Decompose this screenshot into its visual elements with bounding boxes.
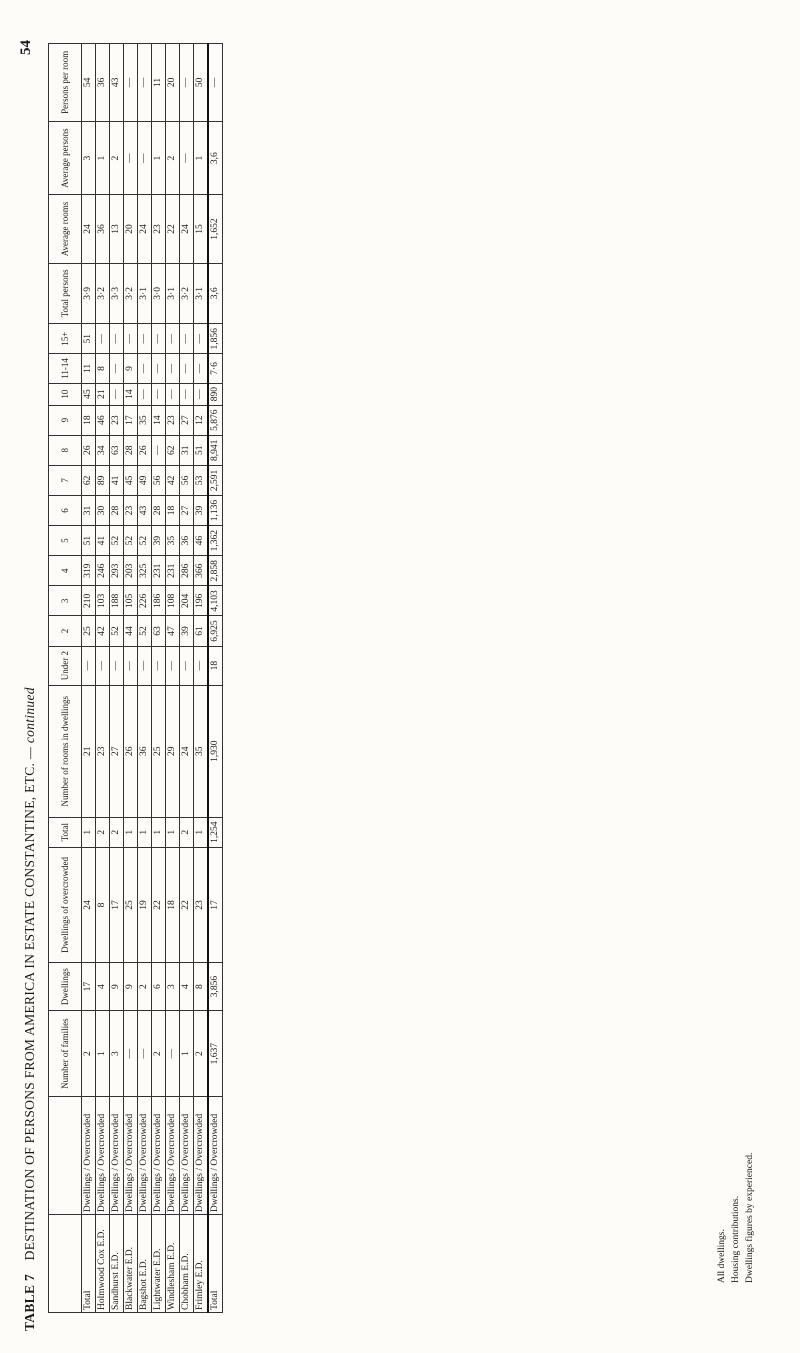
table-cell: 3,6 xyxy=(208,121,223,195)
header-sub xyxy=(49,1097,82,1215)
column-header: Under 2 xyxy=(49,646,82,685)
table-cell: 46 xyxy=(96,405,110,435)
table-cell: 63 xyxy=(152,616,166,646)
table-cell: 18 xyxy=(82,405,96,435)
table-cell: 2 xyxy=(138,963,152,1011)
column-header: 10 xyxy=(49,383,82,405)
table-cell: 31 xyxy=(180,435,194,465)
row-sub-label: Dwellings / Overcrowded xyxy=(138,1097,152,1215)
table-cell: 61 xyxy=(194,616,209,646)
table-cell: 24 xyxy=(82,847,96,962)
table-cell: 1,652 xyxy=(208,195,223,263)
table-cell: 210 xyxy=(82,586,96,616)
table-cell: 3·9 xyxy=(82,263,96,324)
table-cell: 39 xyxy=(180,616,194,646)
table-cell: 108 xyxy=(166,586,180,616)
table-cell: 36 xyxy=(138,685,152,817)
table-cell: — xyxy=(194,383,209,405)
table-cell: 63 xyxy=(110,435,124,465)
column-header: 2 xyxy=(49,616,82,646)
table-cell: 24 xyxy=(180,685,194,817)
table-cell: 25 xyxy=(152,685,166,817)
table-cell: — xyxy=(82,646,96,685)
table-cell: 8 xyxy=(96,847,110,962)
table-cell: 36 xyxy=(96,195,110,263)
table-cell: 246 xyxy=(96,556,110,586)
table-cell: 51 xyxy=(194,435,209,465)
table-cell: — xyxy=(166,646,180,685)
row-label: Blackwater E.D. xyxy=(124,1215,138,1313)
table-cell: 49 xyxy=(138,465,152,495)
footnotes xyxy=(715,1153,757,1283)
table-cell: 2 xyxy=(110,817,124,847)
table-label: TABLE 7 xyxy=(22,1274,37,1331)
table-cell: 3·2 xyxy=(180,263,194,324)
table-cell: — xyxy=(194,324,209,354)
table-cell: 204 xyxy=(180,586,194,616)
table-row xyxy=(180,44,194,1313)
table-body xyxy=(82,44,223,1313)
table-cell: 52 xyxy=(110,616,124,646)
table-cell: 8,941 xyxy=(208,435,223,465)
table-cell: 11 xyxy=(82,354,96,383)
column-header: 4 xyxy=(49,556,82,586)
table-cell: — xyxy=(138,383,152,405)
table-cell: — xyxy=(152,354,166,383)
table-cell: — xyxy=(152,383,166,405)
table-cell: 366 xyxy=(194,556,209,586)
table-cell: 14 xyxy=(152,405,166,435)
table-cell: 1 xyxy=(82,817,96,847)
table-cell: 36 xyxy=(96,44,110,122)
table-cell: 23 xyxy=(96,685,110,817)
table-cell: 28 xyxy=(110,495,124,525)
table-cell: 24 xyxy=(138,195,152,263)
row-label: Holmwood Cox E.D. xyxy=(96,1215,110,1313)
table-cell: 27 xyxy=(110,685,124,817)
table-cell: 3 xyxy=(82,121,96,195)
table-cell: 1 xyxy=(166,817,180,847)
table-cell: 1 xyxy=(194,817,209,847)
table-cell: 41 xyxy=(96,526,110,556)
row-label: Total xyxy=(82,1215,96,1313)
table-cell: 186 xyxy=(152,586,166,616)
table-cell: 28 xyxy=(124,435,138,465)
table-cell: 1,136 xyxy=(208,495,223,525)
row-sub-label: Dwellings / Overcrowded xyxy=(96,1097,110,1215)
column-header: Average persons xyxy=(49,121,82,195)
table-cell: 1 xyxy=(152,121,166,195)
table-cell: — xyxy=(166,324,180,354)
table-cell: 2,858 xyxy=(208,556,223,586)
table-cell: 30 xyxy=(96,495,110,525)
table-cell: 35 xyxy=(166,526,180,556)
table-cell: 4 xyxy=(180,963,194,1011)
table-cell: 25 xyxy=(124,847,138,962)
row-sub-label: Dwellings / Overcrowded xyxy=(124,1097,138,1215)
row-label: Frimley E.D. xyxy=(194,1215,209,1313)
column-header: Average rooms xyxy=(49,195,82,263)
table-cell: 2,591 xyxy=(208,465,223,495)
table-cell: 319 xyxy=(82,556,96,586)
column-header: 5 xyxy=(49,526,82,556)
table-cell: 17 xyxy=(110,847,124,962)
table-cell: 1 xyxy=(152,817,166,847)
table-cell: 22 xyxy=(152,847,166,962)
table-cell: 6,925 xyxy=(208,616,223,646)
table-cell: 18 xyxy=(166,847,180,962)
table-cell: 26 xyxy=(138,435,152,465)
table-title-text: DESTINATION OF PERSONS FROM AMERICA IN ESTATE CONSTANTINE, ETC. xyxy=(22,762,37,1261)
table-cell: — xyxy=(138,44,152,122)
table-cell: 56 xyxy=(152,465,166,495)
column-header: Dwellings of overcrowded xyxy=(49,847,82,962)
table-cell: 23 xyxy=(110,405,124,435)
table-cell: 62 xyxy=(82,465,96,495)
table-cell: 325 xyxy=(138,556,152,586)
table-cell: — xyxy=(124,646,138,685)
table-cell: 56 xyxy=(180,465,194,495)
table-cell: 2 xyxy=(166,121,180,195)
table-cell: 24 xyxy=(82,195,96,263)
data-table xyxy=(48,43,223,1313)
table-cell: — xyxy=(138,1011,152,1097)
table-cell: — xyxy=(180,646,194,685)
table-cell: 286 xyxy=(180,556,194,586)
table-cell: 41 xyxy=(110,465,124,495)
table-row xyxy=(124,44,138,1313)
row-sub-label: Dwellings / Overcrowded xyxy=(166,1097,180,1215)
footnote: All dwellings. xyxy=(717,1229,727,1283)
row-sub-label: Dwellings / Overcrowded xyxy=(110,1097,124,1215)
table-cell: — xyxy=(152,435,166,465)
table-row xyxy=(194,44,209,1313)
table-cell: 44 xyxy=(124,616,138,646)
column-header: Total xyxy=(49,817,82,847)
column-header: Number of families xyxy=(49,1011,82,1097)
table-cell: 8 xyxy=(96,354,110,383)
table-cell: 2 xyxy=(96,817,110,847)
table-cell: 18 xyxy=(208,646,223,685)
table-cell: 5,876 xyxy=(208,405,223,435)
table-cell: 188 xyxy=(110,586,124,616)
table-cell: 51 xyxy=(82,324,96,354)
table-cell: 3,6 xyxy=(208,263,223,324)
table-cell: 19 xyxy=(138,847,152,962)
table-cell: 20 xyxy=(166,44,180,122)
column-header: 6 xyxy=(49,495,82,525)
table-cell: — xyxy=(138,646,152,685)
table-row xyxy=(138,44,152,1313)
row-label: Windlesham E.D. xyxy=(166,1215,180,1313)
column-header: 15+ xyxy=(49,324,82,354)
table-cell: 3 xyxy=(166,963,180,1011)
table-cell: 45 xyxy=(82,383,96,405)
table-cell: 17 xyxy=(82,963,96,1011)
table-cell: 15 xyxy=(194,195,209,263)
column-header: 7 xyxy=(49,465,82,495)
table-row xyxy=(166,44,180,1313)
row-sub-label: Dwellings / Overcrowded xyxy=(152,1097,166,1215)
table-cell: 203 xyxy=(124,556,138,586)
table-cell: 3·1 xyxy=(138,263,152,324)
table-cell: — xyxy=(124,121,138,195)
table-cell: 1 xyxy=(124,817,138,847)
table-cell: 14 xyxy=(124,383,138,405)
table-cell: 34 xyxy=(96,435,110,465)
row-label: Total xyxy=(208,1215,223,1313)
table-cell: 26 xyxy=(124,685,138,817)
table-cell: 9 xyxy=(124,963,138,1011)
table-cell: 1,254 xyxy=(208,817,223,847)
table-cell: 2 xyxy=(180,817,194,847)
table-cell: 45 xyxy=(124,465,138,495)
table-cell: — xyxy=(194,354,209,383)
table-cell: — xyxy=(180,354,194,383)
table-cell: 9 xyxy=(110,963,124,1011)
table-cell: 1,362 xyxy=(208,526,223,556)
table-cell: 8 xyxy=(194,963,209,1011)
table-cell: 39 xyxy=(194,495,209,525)
table-cell: 231 xyxy=(166,556,180,586)
table-cell: 2 xyxy=(82,1011,96,1097)
table-cell: 24 xyxy=(180,195,194,263)
table-cell: 226 xyxy=(138,586,152,616)
table-cell: — xyxy=(124,1011,138,1097)
table-continued: — continued xyxy=(22,687,37,760)
table-cell: 9 xyxy=(124,354,138,383)
table-cell: — xyxy=(110,324,124,354)
table-cell: 23 xyxy=(194,847,209,962)
table-cell: — xyxy=(110,646,124,685)
table-cell: 1,856 xyxy=(208,324,223,354)
table-cell: 42 xyxy=(96,616,110,646)
table-cell: 35 xyxy=(194,685,209,817)
table-row xyxy=(110,44,124,1313)
table-cell: 62 xyxy=(166,435,180,465)
row-sub-label: Dwellings / Overcrowded xyxy=(180,1097,194,1215)
table-cell: 52 xyxy=(110,526,124,556)
table-cell: 39 xyxy=(152,526,166,556)
table-cell: 52 xyxy=(138,526,152,556)
row-label: Sandhurst E.D. xyxy=(110,1215,124,1313)
table-cell: 21 xyxy=(82,685,96,817)
table-cell: 22 xyxy=(166,195,180,263)
table-cell: 52 xyxy=(124,526,138,556)
table-cell: 43 xyxy=(110,44,124,122)
table-cell: 54 xyxy=(82,44,96,122)
table-cell: 26 xyxy=(82,435,96,465)
table-cell: 17 xyxy=(208,847,223,962)
table-cell: 2 xyxy=(110,121,124,195)
table-cell: 42 xyxy=(166,465,180,495)
table-cell: 23 xyxy=(166,405,180,435)
header-district xyxy=(49,1215,82,1313)
table-cell: 1 xyxy=(96,121,110,195)
table-cell: — xyxy=(180,324,194,354)
page-number: 54 xyxy=(18,40,34,55)
table-cell: — xyxy=(138,121,152,195)
table-cell: 890 xyxy=(208,383,223,405)
table-cell: 1,930 xyxy=(208,685,223,817)
table-cell: 1 xyxy=(138,817,152,847)
table-cell: 21 xyxy=(96,383,110,405)
table-cell: 3·1 xyxy=(166,263,180,324)
column-header: 9 xyxy=(49,405,82,435)
table-cell: — xyxy=(138,324,152,354)
table-cell: — xyxy=(208,44,223,122)
table-cell: 4,103 xyxy=(208,586,223,616)
table-cell: 12 xyxy=(194,405,209,435)
table-cell: 1 xyxy=(96,1011,110,1097)
table-cell: — xyxy=(180,383,194,405)
column-header: Number of rooms in dwellings xyxy=(49,685,82,817)
table-cell: 31 xyxy=(82,495,96,525)
table-cell: — xyxy=(96,324,110,354)
table-cell: 3·1 xyxy=(194,263,209,324)
table-cell: 23 xyxy=(152,195,166,263)
row-label: Bagshot E.D. xyxy=(138,1215,152,1313)
table-cell: 3·2 xyxy=(124,263,138,324)
table-cell: 105 xyxy=(124,586,138,616)
table-row xyxy=(82,44,96,1313)
table-cell: 3·0 xyxy=(152,263,166,324)
table-row xyxy=(96,44,110,1313)
table-cell: 50 xyxy=(194,44,209,122)
table-cell: 293 xyxy=(110,556,124,586)
table-cell: — xyxy=(138,354,152,383)
table-cell: 231 xyxy=(152,556,166,586)
table-cell: — xyxy=(180,121,194,195)
row-sub-label: Dwellings / Overcrowded xyxy=(208,1097,223,1215)
table-cell: 2 xyxy=(152,1011,166,1097)
table-cell: 6 xyxy=(152,963,166,1011)
table-cell: 53 xyxy=(194,465,209,495)
table-cell: 7·6 xyxy=(208,354,223,383)
table-row xyxy=(208,44,223,1313)
table-cell: 35 xyxy=(138,405,152,435)
table-cell: 1 xyxy=(194,121,209,195)
table-cell: 27 xyxy=(180,405,194,435)
table-cell: — xyxy=(124,44,138,122)
table-cell: — xyxy=(166,1011,180,1097)
column-header: 3 xyxy=(49,586,82,616)
table-cell: — xyxy=(152,324,166,354)
table-cell: 25 xyxy=(82,616,96,646)
table-cell: 47 xyxy=(166,616,180,646)
table-cell: 13 xyxy=(110,195,124,263)
table-header-row xyxy=(49,44,82,1313)
table-cell: 29 xyxy=(166,685,180,817)
column-header: Dwellings xyxy=(49,963,82,1011)
table-cell: 1 xyxy=(180,1011,194,1097)
table-cell: 28 xyxy=(152,495,166,525)
row-label: Chobham E.D. xyxy=(180,1215,194,1313)
column-header: Total persons xyxy=(49,263,82,324)
table-cell: 46 xyxy=(194,526,209,556)
table-cell: — xyxy=(166,354,180,383)
footnote: Housing contributions. xyxy=(731,1195,741,1283)
table-cell: 27 xyxy=(180,495,194,525)
table-cell: 3,856 xyxy=(208,963,223,1011)
column-header: 11-14 xyxy=(49,354,82,383)
table-cell: — xyxy=(110,383,124,405)
table-cell: 20 xyxy=(124,195,138,263)
column-header: Persons per room xyxy=(49,44,82,122)
table-row xyxy=(152,44,166,1313)
table-cell: 3·3 xyxy=(110,263,124,324)
table-cell: 43 xyxy=(138,495,152,525)
table-cell: — xyxy=(166,383,180,405)
footnote: Dwellings figures by experienced. xyxy=(745,1152,755,1283)
table-cell: 22 xyxy=(180,847,194,962)
table-cell: 196 xyxy=(194,586,209,616)
table-cell: 11 xyxy=(152,44,166,122)
table-cell: 2 xyxy=(194,1011,209,1097)
row-label: Lightwater E.D. xyxy=(152,1215,166,1313)
table-cell: 103 xyxy=(96,586,110,616)
table-cell: 89 xyxy=(96,465,110,495)
table-cell: 3·2 xyxy=(96,263,110,324)
table-cell: 4 xyxy=(96,963,110,1011)
table-cell: — xyxy=(194,646,209,685)
table-cell: 51 xyxy=(82,526,96,556)
table-title xyxy=(22,51,38,1331)
table-cell: 36 xyxy=(180,526,194,556)
table-cell: 3 xyxy=(110,1011,124,1097)
table-cell: 18 xyxy=(166,495,180,525)
row-sub-label: Dwellings / Overcrowded xyxy=(82,1097,96,1215)
row-sub-label: Dwellings / Overcrowded xyxy=(194,1097,209,1215)
table-cell: 1,637 xyxy=(208,1011,223,1097)
table-cell: 23 xyxy=(124,495,138,525)
column-header: 8 xyxy=(49,435,82,465)
table-cell: 52 xyxy=(138,616,152,646)
table-cell: — xyxy=(96,646,110,685)
table-cell: — xyxy=(152,646,166,685)
table-cell: 17 xyxy=(124,405,138,435)
table-cell: — xyxy=(180,44,194,122)
table-cell: — xyxy=(124,324,138,354)
table-cell: — xyxy=(110,354,124,383)
